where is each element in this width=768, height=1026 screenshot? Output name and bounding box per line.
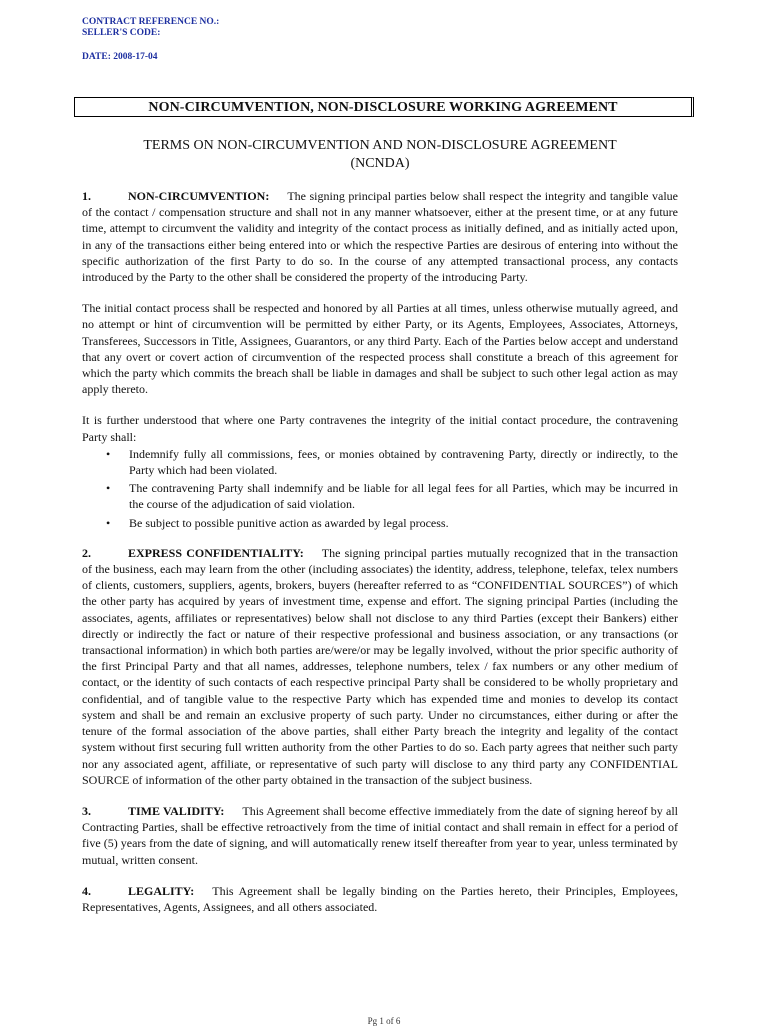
contract-reference-label: CONTRACT REFERENCE NO.: [82,17,220,27]
section-text: This Agreement shall be legally binding on the Parties hereto, their Principles, Employees, Representatives, Agents, Assignees, and all others associated. [82,883,678,914]
section-text: The signing principal parties mutually recognized that in the transaction of the business, each may learn from the other (including associates) the identity, address, telephone, telefax, telex numbers of clients, customers, suppliers, agents, brokers, buyers (hereafter referred to as “CONFIDENTIAL SOURCES”) of which the other party has acquired by years of investment time, expense and effort. The signing principal Parties (including the associates, agents, affiliates or representatives) below shall not disclose to any third Parties (except their Bankers) either directly or indirectly the fact or nature of their respective professional and business association, or any transactions (or transactional information) in which both parties are/were/or may be legally involved, without the prior specific authority of the first Principal Party and that all names, addresses, telephone numbers, telex / fax numbers or any other medium of contact, or the identity of such contacts of each respective principal Party shall be considered to be wholly proprietary and confidential, and of tangible value to the respective Party which has expended time and monies to develop its contact system and shall be and remain an exclusive property of such party. Under no circumstances, either during or after the tenure of the formal association of the above parties, shall either Party breach the integrity and legality of the contact system without first securing full written authority from the other Parties to do so. Each party agrees that neither such party nor any associated agent, affiliate, or representative of such party will disclose to any third party any CONFIDENTIAL SOURCE of information of the other party obtained in the transaction of the subject business. [82,545,678,787]
section-number: 1. [82,189,91,203]
list-item: • Indemnify fully all commissions, fees, or monies obtained by contravening Party, directly or indirectly, to the Party which had been violated. [106,446,678,478]
section-text: The signing principal parties below shall respect the integrity and tangible value of the contact / compensation structure and shall not in any manner whatsoever, either at the present time, or at any future time, attempt to circumvent the validity and integrity of the contact process as initially defined, and as initially acted upon, in any of the transactions either being entered into or which the respective Parties are desirous of entering into without the specific authorization of the first Party to do so. In the course of any attempted transactional process, any contacts introduced by the Party to the other shall be considered the property of the introducing Party. [82,189,678,285]
document-title: NON-CIRCUMVENTION, NON-DISCLOSURE WORKING AGREEMENT [148,100,618,115]
date-label: DATE: 2008-17-04 [82,52,158,62]
section-text: This Agreement shall become effective immediately from the date of signing hereof by all Contracting Parties, shall be effective retroactively from the time of initial contact and shall remain in effect for a period of five (5) years from the date of signing, and will automatically renew itself thereafter from year to year, unless terminated by mutual, written consent. [82,803,678,867]
subtitle-line-2: (NCNDA) [350,156,410,171]
agreement-body [82,188,678,930]
bullet-icon: • [106,481,111,496]
document-subtitle [82,137,678,173]
section-heading: EXPRESS CONFIDENTIALITY: [128,545,304,560]
list-item: • Be subject to possible punitive action as awarded by legal process. [106,515,449,530]
section-heading: LEGALITY: [128,883,195,898]
section-heading: NON-CIRCUMVENTION: [128,189,270,203]
section-legality [82,883,678,915]
document-header [82,17,219,63]
list-item: • The contravening Party shall indemnify and be liable for all legal fees for all Parties, which may be incurred in the course of the adjudication of said violation. [106,481,678,512]
contravention-list [82,446,678,531]
paragraph-contravention: It is further understood that where one Party contravenes the integrity of the initial contact procedure, the contravening Party shall: [82,413,678,444]
section-number: 4. [82,883,91,898]
section-time-validity [82,803,678,868]
paragraph-initial-contact: The initial contact process shall be respected and honored by all Parties at all times, unless otherwise mutually agreed, and no attempt or hint of circumvention will be permitted by either Party, or its Agents, Employees, Associates, Attorneys, Transferees, Successors in Title, Assignees, Guarantors, or any third Party. Each of the Parties below accept and understand that any overt or covert action of circumvention of the respected process shall constitute a breach of this agreement for which the party which commits the breach shall be liable in damages and shall be subject to such other legal action as may apply thereto. [82,301,678,397]
bullet-icon: • [106,446,111,461]
subtitle-line-1: TERMS ON NON-CIRCUMVENTION AND NON-DISCLOSURE AGREEMENT [143,138,617,153]
document-title-box [74,97,694,117]
section-heading: TIME VALIDITY: [128,803,225,818]
section-number: 3. [82,803,91,818]
page-number: Pg 1 of 6 [367,1016,401,1026]
section-non-circumvention [82,188,678,285]
section-number: 2. [82,545,91,560]
bullet-icon: • [106,515,111,530]
seller-code-label: SELLER'S CODE: [82,28,161,38]
section-express-confidentiality [82,545,678,788]
